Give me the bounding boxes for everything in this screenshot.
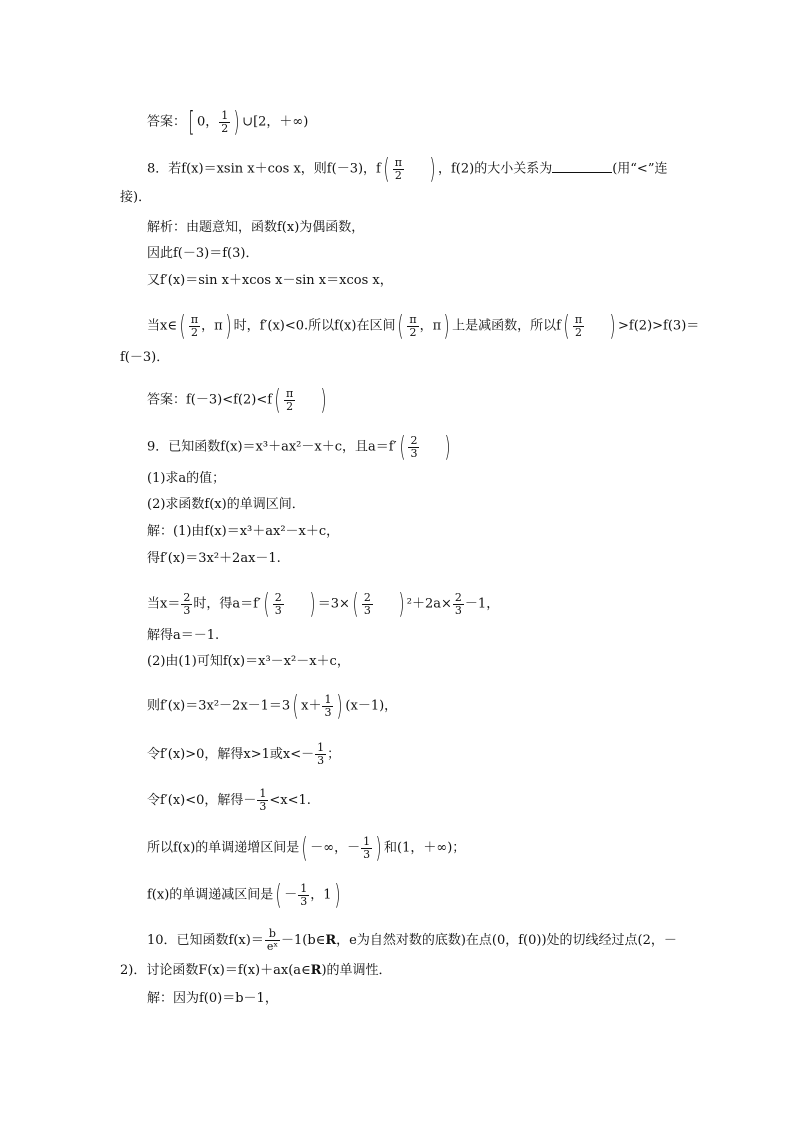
fraction: $\frac{1}{2}$ (221, 108, 229, 135)
answer-7 (147, 105, 309, 138)
question-10: 10．已知函数f(x)＝ $\frac{b}{\text{eˣ}}$ －1(b∈R，e为自然对数的底数)在点(0，f(0))处的切线经过点(2，－ (147, 927, 677, 953)
right-paren: ) (398, 587, 405, 620)
fraction: $\frac{\pi}{2}$ (286, 386, 294, 413)
answer-blank[interactable] (552, 158, 612, 173)
question-text: f(x)＝xsin x＋cos x，则f(－3)，f (181, 161, 381, 177)
fraction: $\frac{\pi}{2}$ (574, 312, 583, 339)
fraction: $\frac{b}{\text{eˣ}}$ (266, 927, 279, 953)
solution-line: 因此f(－3)＝f(3)． (147, 246, 259, 261)
right-paren: ) (444, 430, 451, 463)
question-10-cont: 2)．讨论函数F(x)＝f(x)＋ax(a∈R)的单调性． (120, 963, 392, 978)
solution-line: 令f′(x)<0，解得－ $\frac{1}{3}$ <x<1. (147, 787, 311, 813)
left-bracket: [ (188, 105, 195, 138)
fraction: $\frac{\pi}{2}$ (190, 312, 199, 339)
interval-rest: ∪[2，＋∞) (242, 114, 309, 130)
right-paren: ) (309, 587, 316, 620)
solution-line: 解析：由题意知，函数f(x)为偶函数， (147, 220, 365, 235)
fraction: $\frac{1}{3}$ (300, 881, 308, 908)
right-paren: ) (443, 309, 450, 342)
right-paren: ) (320, 383, 327, 416)
left-paren: ( (263, 587, 270, 620)
solution-line: 所以f(x)的单调递增区间是( －∞，－ $\frac{1}{3}$ ) 和(1，＋∞)； (147, 831, 466, 864)
answer-label: 答案： (147, 114, 187, 130)
solution-line: 得f′(x)＝3x²＋2ax－1. (147, 551, 281, 566)
right-paren: ) (225, 309, 232, 342)
question-text: ，f(2)的大小关系为 (437, 161, 553, 177)
question-8 (147, 152, 668, 185)
question-number: 8．若 (147, 161, 182, 177)
fraction: $\frac{2}{3}$ (454, 590, 462, 617)
fraction: $\frac{1}{3}$ (363, 834, 371, 861)
question-8-cont: 接)． (120, 190, 152, 205)
question-text: (用“<”连 (612, 161, 668, 177)
solution-line: f(x)的单调递减区间是( － $\frac{1}{3}$ ，1) (147, 878, 341, 911)
fraction: $\frac{1}{3}$ (324, 692, 332, 719)
question-part: (1)求a的值； (147, 471, 226, 486)
fraction: $\frac{2}{3}$ (410, 433, 418, 460)
left-paren: ( (383, 152, 390, 185)
solution-line: (2)由(1)可知f(x)＝x³－x²－x＋c， (147, 654, 350, 669)
left-paren: ( (275, 878, 282, 911)
solution-line: 当x＝ $\frac{2}{3}$ 时，得a＝f′( $\frac{2}{3}$ ) ＝3×( $\frac{2}{3}$ ) ²＋2a× $\frac{2}{3}$ －1， (147, 587, 500, 620)
right-paren: ) (375, 831, 382, 864)
fraction: $\frac{1}{3}$ (317, 741, 325, 767)
question-part: (2)求函数f(x)的单调区间． (147, 497, 305, 512)
fraction: $\frac{1}{3}$ (259, 787, 267, 813)
left-paren: ( (397, 309, 404, 342)
left-paren: ( (563, 309, 570, 342)
solution-line: 令f′(x)>0，解得x>1或x<－ $\frac{1}{3}$ ； (147, 741, 341, 767)
right-paren: ) (429, 152, 436, 185)
interval-start: 0， (196, 114, 219, 130)
solution-line: 解：因为f(0)＝b－1， (147, 991, 278, 1006)
left-paren: ( (398, 430, 406, 463)
solution-line: 解：(1)由f(x)＝x³＋ax²－x＋c， (147, 524, 340, 539)
solution-line: 又f′(x)＝sin x＋xcos x－sin x＝xcos x， (147, 273, 393, 288)
left-paren: ( (292, 689, 299, 722)
solution-line: 则f′(x)＝3x²－2x－1＝3( x＋ $\frac{1}{3}$ ) (x－1)， (147, 689, 398, 722)
fraction: $\frac{2}{3}$ (363, 590, 371, 617)
right-paren: ) (333, 878, 341, 911)
left-paren: ( (301, 831, 308, 864)
solution-line: f(－3)． (120, 350, 170, 365)
right-paren: ) (336, 689, 343, 722)
solution-line: 当x∈( $\frac{\pi}{2}$ ，π) 时，f′(x)<0.所以f(x)在区间( $\frac{\pi}{2}$ ，π) 上是减函数，所以f( $\frac{\pi}{2}$ ) >f(2)>f(3)＝ (147, 309, 700, 342)
answer-8: 答案：f(－3)<f(2)<f( $\frac{\pi}{2}$ ) (147, 383, 327, 416)
fraction: $\frac{2}{3}$ (274, 590, 282, 617)
right-paren: ) (233, 105, 240, 138)
fraction: $\frac{\pi}{2}$ (394, 155, 403, 182)
left-paren: ( (179, 309, 186, 342)
left-paren: ( (352, 587, 359, 620)
solution-line: 解得a＝－1. (147, 628, 220, 643)
left-paren: ( (274, 383, 281, 416)
right-paren: ) (609, 309, 616, 342)
fraction: $\frac{\pi}{2}$ (409, 312, 417, 339)
question-9: 9．已知函数f(x)＝x³＋ax²－x＋c，且a＝f′( $\frac{2}{3}$ ) (147, 430, 451, 463)
fraction: $\frac{2}{3}$ (183, 590, 191, 617)
